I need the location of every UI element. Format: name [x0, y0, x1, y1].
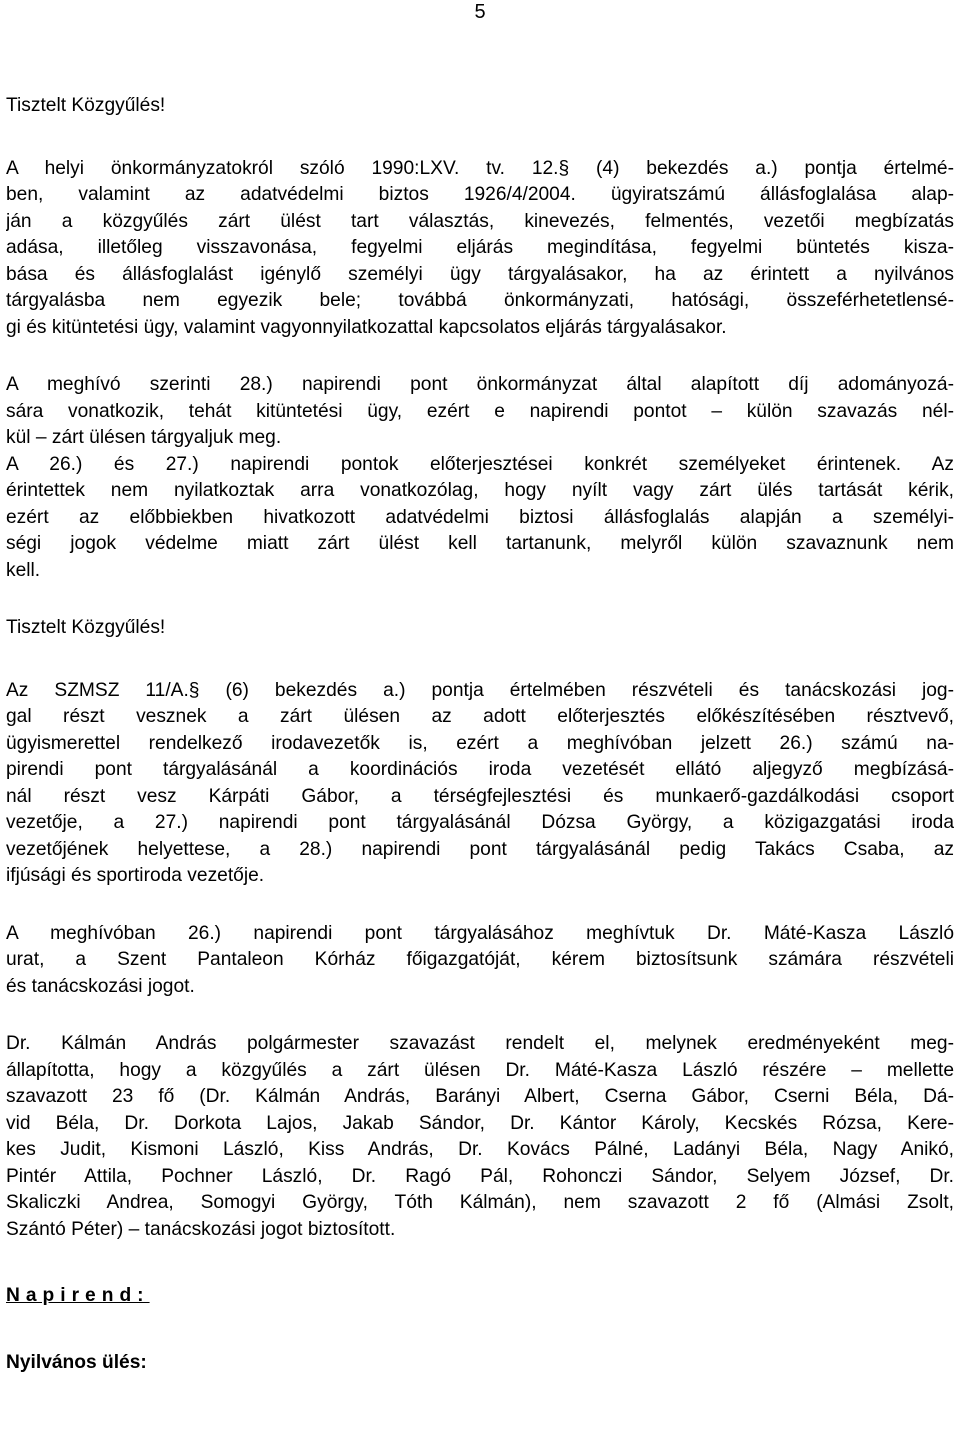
text-line: vid Béla, Dr. Dorkota Lajos, Jakab Sándor, Dr. Kántor Károly, Kecskés Rózsa, Kere-: [6, 1112, 954, 1134]
text-line: kell.: [6, 559, 41, 581]
text-line: sára vonatkozik, tehát kitüntetési ügy, ezért e napirendi pontot – külön szavazás nél-: [6, 400, 954, 422]
paragraph-szavazas: [6, 1031, 954, 1243]
paragraph-meghivas: [6, 921, 954, 1001]
paragraph-szmsz: [6, 678, 954, 890]
text-line: ezért az előbbiekben hivatkozott adatvédelmi biztosi állásfoglalás alapján a személyi-: [6, 506, 954, 528]
page-number: 5: [474, 1, 486, 23]
text-line: ben, valamint az adatvédelmi biztos 1926/4/2004. ügyiratszámú állásfoglalása alap-: [6, 184, 954, 205]
text-line: A meghívó szerinti 28.) napirendi pont önkormányzat által alapított díj adományozá-: [6, 374, 954, 395]
text-line: érintettek nem nyilatkoztak arra vonatkozólag, hogy nyílt vagy zárt ülés tartását kérik,: [6, 480, 954, 501]
text-line: tárgyalásba nem egyezik bele; továbbá önkormányzati, hatósági, összeférhetetlensé-: [6, 290, 954, 311]
text-line: nál részt vesz Kárpáti Gábor, a térségfejlesztési és munkaerő-gazdálkodási csoport: [6, 785, 954, 807]
text-line: és tanácskozási jogot.: [6, 975, 195, 997]
text-line: Az SZMSZ 11/A.§ (6) bekezdés a.) pontja értelmében részvételi és tanácskozási jog-: [6, 679, 954, 701]
text-line: Dr. Kálmán András polgármester szavazást rendelt el, melynek eredményeként meg-: [6, 1033, 954, 1054]
text-line: Skaliczki Andrea, Somogyi György, Tóth Kálmán), nem szavazott 2 fő (Almási Zsolt,: [6, 1192, 954, 1213]
text-line: urat, a Szent Pantaleon Kórház főigazgatóját, kérem biztosítsunk számára részvételi: [6, 949, 954, 970]
text-line: ifjúsági és sportiroda vezetője.: [6, 865, 265, 886]
text-line: kes Judit, Kismoni László, Kiss András, Dr. Kovács Pálné, Ladányi Béla, Nagy Anikó,: [6, 1139, 954, 1160]
text-line: A meghívóban 26.) napirendi pont tárgyalásához meghívtuk Dr. Máté-Kasza László: [6, 922, 954, 944]
text-line: kül – zárt ülésen tárgyaljuk meg.: [6, 427, 282, 448]
salutation-1: Tisztelt Közgyűlés!: [6, 95, 166, 116]
heading-napirend: Napirend:: [6, 1285, 150, 1306]
text-line: bása és állásfoglalást igénylő személyi ügy tárgyalásakor, ha az érintett a nyilvános: [6, 263, 954, 285]
text-line: állapította, hogy a közgyűlés a zárt ülésen Dr. Máté-Kasza László részére – mellette: [6, 1059, 954, 1081]
text-line: gal részt vesznek a zárt ülésen az adott előterjesztés előkészítésében résztvevő,: [6, 706, 954, 727]
text-line: ján a közgyűlés zárt ülést tart választás, kinevezés, felmentés, vezetői megbízatás: [6, 210, 954, 232]
document-body: [6, 93, 954, 1376]
text-line: szavazott 23 fő (Dr. Kálmán András, Barányi Albert, Cserna Gábor, Cserni Béla, Dá-: [6, 1086, 954, 1107]
paragraph-napirendi-pontok: [6, 372, 954, 584]
text-line: Pintér Attila, Pochner László, Dr. Ragó Pál, Rohonczi Sándor, Selyem József, Dr.: [6, 1165, 954, 1187]
text-line: adása, illetőleg visszavonása, fegyelmi eljárás megindítása, fegyelmi büntetés kisza-: [6, 237, 954, 258]
text-line: vezetőjének helyettese, a 28.) napirendi pont tárgyalásánál pedig Takács Csaba, az: [6, 838, 954, 860]
salutation-2: Tisztelt Közgyűlés!: [6, 617, 166, 638]
text-line: A 26.) és 27.) napirendi pontok előterjesztései konkrét személyeket érintenek. Az: [6, 453, 954, 475]
text-line: ügyismerettel rendelkező irodavezetők is, ezért a meghívóban jelzett 26.) számú na-: [6, 732, 954, 754]
text-line: ségi jogok védelme miatt zárt ülést kell tartanunk, melyről külön szavaznunk nem: [6, 533, 954, 554]
paragraph-zart-ules-szabalyok: [6, 156, 954, 342]
heading-nyilvanos-ules: Nyilvános ülés:: [6, 1351, 147, 1373]
text-line: gi és kitüntetési ügy, valamint vagyonnyilatkozattal kapcsolatos eljárás tárgyalásakor.: [6, 316, 727, 338]
text-line: pirendi pont tárgyalásánál a koordinációs iroda vezetését ellátó aljegyző megbízásá-: [6, 759, 954, 780]
text-line: Szántó Péter) – tanácskozási jogot biztosított.: [6, 1218, 396, 1240]
text-line: A helyi önkormányzatokról szóló 1990:LXV. tv. 12.§ (4) bekezdés a.) pontja értelmé-: [6, 157, 954, 179]
text-line: vezetője, a 27.) napirendi pont tárgyalásánál Dózsa György, a közigazgatási iroda: [6, 812, 954, 833]
